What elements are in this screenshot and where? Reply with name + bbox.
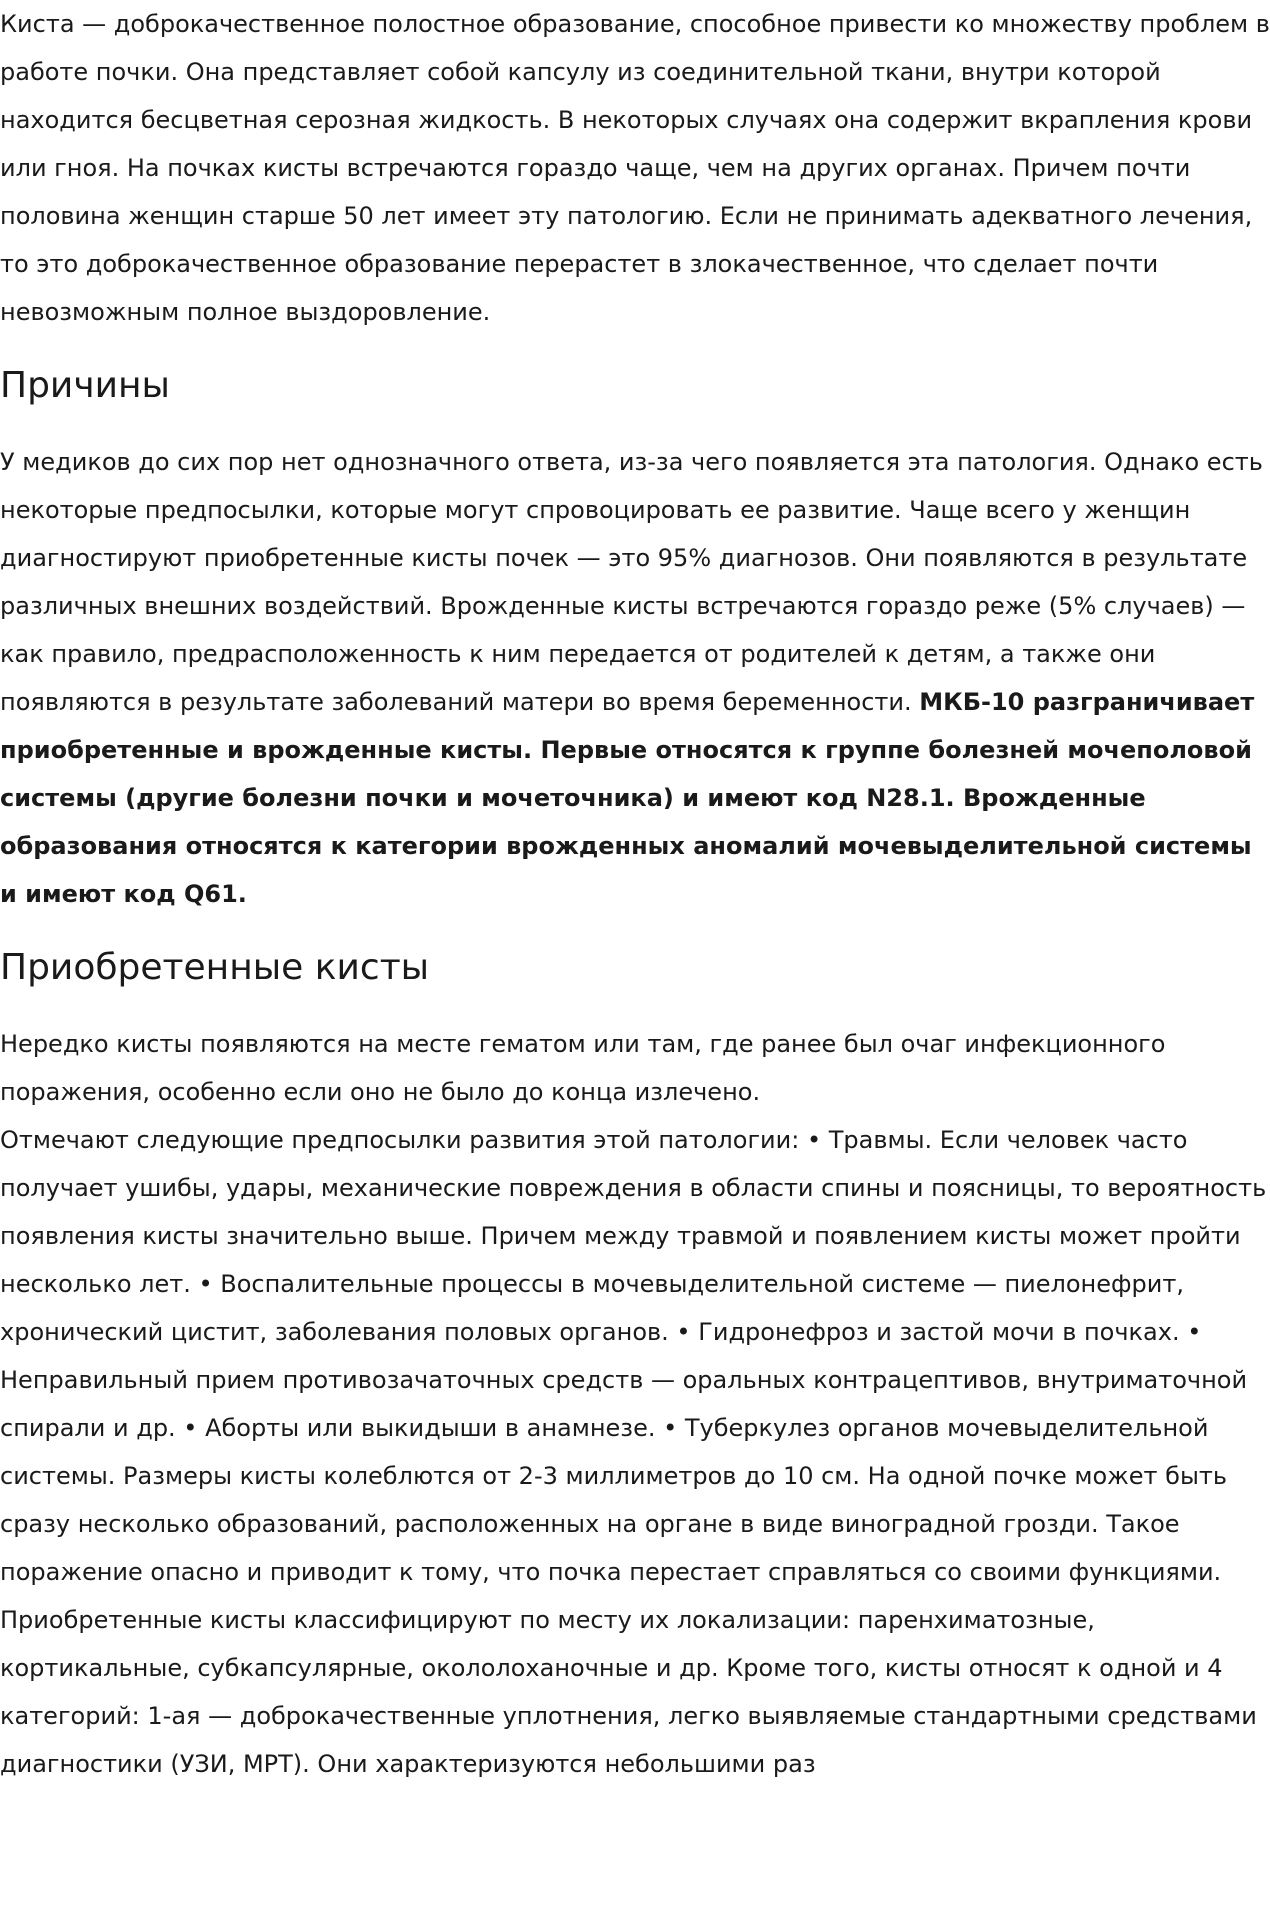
acquired-paragraph-1: Нередко кисты появляются на месте гематом или там, где ранее был очаг инфекционного поражения, особенно если оно не было до конца излечено.: [0, 1030, 1166, 1106]
acquired-paragraph-2: Отмечают следующие предпосылки развития этой патологии: • Травмы. Если человек часто получает ушибы, удары, механические повреждения в области спины и поясницы, то вероятность появления кисты значительно выше. Причем между травмой и появлением кисты может пройти несколько лет. • Воспалительные процессы в мочевыделительной системе — пиелонефрит, хронический цистит, заболевания половых органов. • Гидронефроз и застой мочи в почках. • Неправильный прием противозачаточных средств — оральных контрацептивов, внутриматочной спирали и др. • Аборты или выкидыши в анамнезе. • Туберкулез органов мочевыделительной системы. Размеры кисты колеблются от 2-3 миллиметров до 10 см. На одной почке может быть сразу несколько образований, расположенных на органе в виде виноградной грозди. Такое поражение опасно и приводит к тому, что почка перестает справляться со своими функциями. Приобретенные кисты классифицируют по месту их локализации: паренхиматозные, кортикальные, субкапсулярные, окололоханочные и др. Кроме того, кисты относят к одной и 4 категорий: 1-ая — доброкачественные уплотнения, легко выявляемые стандартными средствами диагностики (УЗИ, МРТ). Они характеризуются небольшими раз: [0, 1126, 1267, 1778]
causes-text: У медиков до сих пор нет однозначного ответа, из-за чего появляется эта патология. Однако есть некоторые предпосылки, которые могут спровоцировать ее развитие. Чаще всего у женщин диагностируют приобретенные кисты почек — это 95% диагнозов. Они появляются в результате различных внешних воздействий. Врожденные кисты встречаются гораздо реже (5% случаев) — как правило, предрасположенность к ним передается от родителей к детям, а также они появляются в результате заболеваний матери во время беременности.: [0, 448, 1263, 716]
intro-paragraph: Киста — доброкачественное полостное образование, способное привести ко множеству проблем в работе почки. Она представляет собой капсулу из соединительной ткани, внутри которой находится бесцветная серозная жидкость. В некоторых случаях она содержит вкрапления крови или гноя. На почках кисты встречаются гораздо чаще, чем на других органах. Причем почти половина женщин старше 50 лет имеет эту патологию. Если не принимать адекватного лечения, то это доброкачественное образование перерастет в злокачественное, что сделает почти невозможным полное выздоровление.: [0, 10, 1270, 326]
causes-heading: Причины: [0, 365, 170, 406]
acquired-cysts-heading: Приобретенные кисты: [0, 947, 430, 988]
causes-paragraph: [0, 438, 1270, 918]
icd-classification-text: МКБ-10 разграничивает приобретенные и врожденные кисты. Первые относятся к группе болезней мочеполовой системы (другие болезни почки и мочеточника) и имеют код N28.1. Врожденные образования относятся к категории врожденных аномалий мочевыделительной системы и имеют код Q61.: [0, 688, 1255, 908]
